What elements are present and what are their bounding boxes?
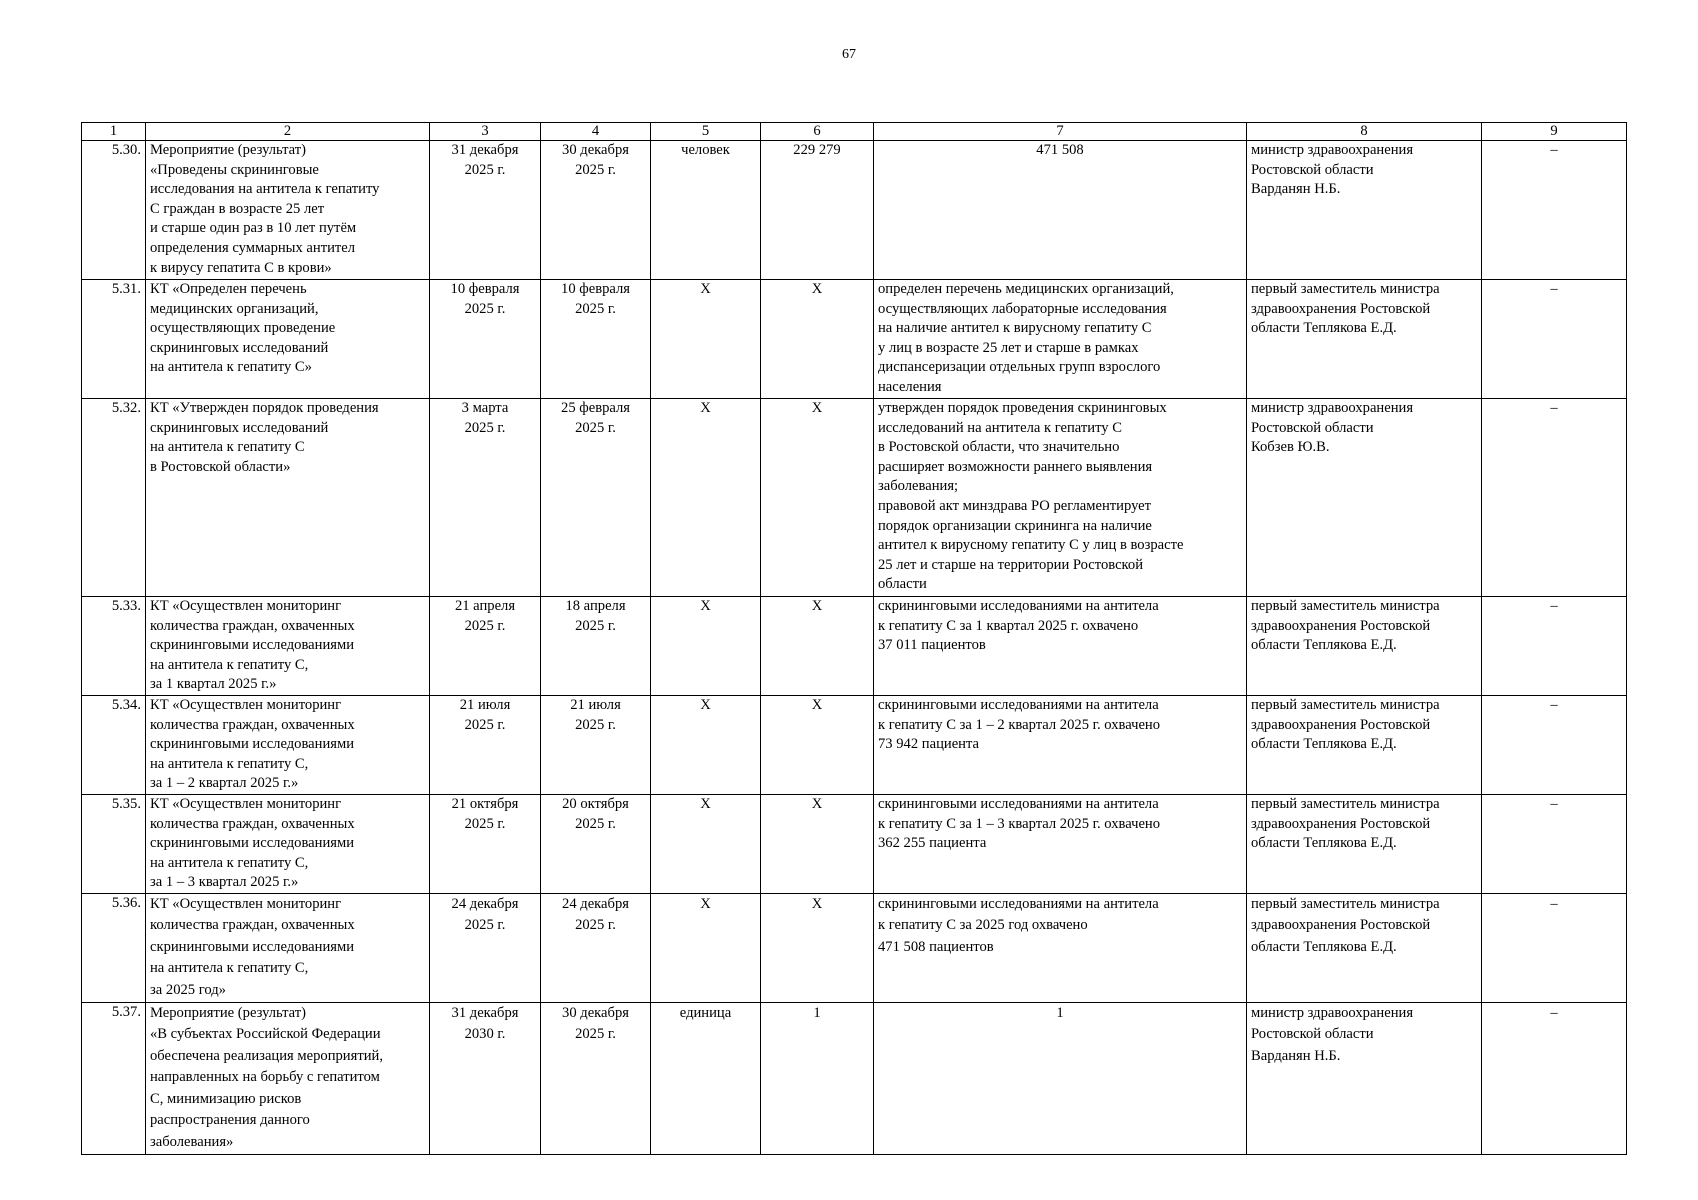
planned-value: X bbox=[761, 893, 874, 1002]
column-header-6: 6 bbox=[761, 123, 874, 141]
table-row bbox=[82, 893, 1627, 1002]
responsible-person: первый заместитель министра здравоохранения Ростовской области Теплякова Е.Д. bbox=[1247, 695, 1482, 794]
responsible-person: министр здравоохранения Ростовской области Кобзев Ю.В. bbox=[1247, 399, 1482, 597]
note: – bbox=[1482, 695, 1627, 794]
row-number: 5.32. bbox=[82, 399, 146, 597]
planned-value: 229 279 bbox=[761, 141, 874, 280]
actual-date: 30 декабря 2025 г. bbox=[541, 141, 651, 280]
table-row bbox=[82, 794, 1627, 893]
planned-date: 10 февраля 2025 г. bbox=[430, 280, 541, 399]
column-header-2: 2 bbox=[146, 123, 430, 141]
result-description: определен перечень медицинских организаций, осуществляющих лабораторные исследования на наличие антител к вирусному гепатиту С у лиц в возрасте 25 лет и старше в рамках диспансеризации отдельных групп взрослого населения bbox=[874, 280, 1247, 399]
event-name: Мероприятие (результат) «Проведены скрининговые исследования на антитела к гепатиту С граждан в возрасте 25 лет и старше один раз в 10 лет путём определения суммарных антител к вирусу гепатита С в крови» bbox=[146, 141, 430, 280]
note: – bbox=[1482, 280, 1627, 399]
result-description: скрининговыми исследованиями на антитела к гепатиту С за 1 – 3 квартал 2025 г. охвачено 362 255 пациента bbox=[874, 794, 1247, 893]
row-number: 5.34. bbox=[82, 695, 146, 794]
responsible-person: министр здравоохранения Ростовской области Варданян Н.Б. bbox=[1247, 1002, 1482, 1154]
column-header-7: 7 bbox=[874, 123, 1247, 141]
table-row bbox=[82, 1002, 1627, 1154]
actual-date: 24 декабря 2025 г. bbox=[541, 893, 651, 1002]
result-description: скрининговыми исследованиями на антитела к гепатиту С за 2025 год охвачено 471 508 пациентов bbox=[874, 893, 1247, 1002]
actual-date: 10 февраля 2025 г. bbox=[541, 280, 651, 399]
note: – bbox=[1482, 893, 1627, 1002]
result-description: 471 508 bbox=[874, 141, 1247, 280]
planned-date: 31 декабря 2030 г. bbox=[430, 1002, 541, 1154]
event-name: КТ «Осуществлен мониторинг количества граждан, охваченных скрининговыми исследованиями на антитела к гепатиту С, за 1 – 2 квартал 2025 г.» bbox=[146, 695, 430, 794]
row-number: 5.36. bbox=[82, 893, 146, 1002]
table-row bbox=[82, 280, 1627, 399]
table-row bbox=[82, 597, 1627, 696]
responsible-person: первый заместитель министра здравоохранения Ростовской области Теплякова Е.Д. bbox=[1247, 794, 1482, 893]
report-table bbox=[81, 122, 1627, 1155]
planned-value: X bbox=[761, 695, 874, 794]
column-header-9: 9 bbox=[1482, 123, 1627, 141]
note: – bbox=[1482, 794, 1627, 893]
actual-date: 18 апреля 2025 г. bbox=[541, 597, 651, 696]
unit: X bbox=[651, 794, 761, 893]
planned-value: X bbox=[761, 280, 874, 399]
result-description: скрининговыми исследованиями на антитела к гепатиту С за 1 квартал 2025 г. охвачено 37 011 пациентов bbox=[874, 597, 1247, 696]
page-number: 67 bbox=[842, 47, 856, 62]
note: – bbox=[1482, 597, 1627, 696]
actual-date: 20 октября 2025 г. bbox=[541, 794, 651, 893]
result-description: скрининговыми исследованиями на антитела к гепатиту С за 1 – 2 квартал 2025 г. охвачено 73 942 пациента bbox=[874, 695, 1247, 794]
row-number: 5.30. bbox=[82, 141, 146, 280]
unit: человек bbox=[651, 141, 761, 280]
unit: X bbox=[651, 893, 761, 1002]
responsible-person: первый заместитель министра здравоохранения Ростовской области Теплякова Е.Д. bbox=[1247, 280, 1482, 399]
column-header-4: 4 bbox=[541, 123, 651, 141]
unit: X bbox=[651, 597, 761, 696]
note: – bbox=[1482, 141, 1627, 280]
row-number: 5.37. bbox=[82, 1002, 146, 1154]
planned-value: X bbox=[761, 597, 874, 696]
table-row bbox=[82, 399, 1627, 597]
event-name: КТ «Осуществлен мониторинг количества граждан, охваченных скрининговыми исследованиями на антитела к гепатиту С, за 1 – 3 квартал 2025 г.» bbox=[146, 794, 430, 893]
note: – bbox=[1482, 1002, 1627, 1154]
note: – bbox=[1482, 399, 1627, 597]
row-number: 5.31. bbox=[82, 280, 146, 399]
responsible-person: первый заместитель министра здравоохранения Ростовской области Теплякова Е.Д. bbox=[1247, 597, 1482, 696]
actual-date: 25 февраля 2025 г. bbox=[541, 399, 651, 597]
event-name: КТ «Утвержден порядок проведения скрининговых исследований на антитела к гепатиту С в Ростовской области» bbox=[146, 399, 430, 597]
planned-value: X bbox=[761, 794, 874, 893]
event-name: КТ «Определен перечень медицинских организаций, осуществляющих проведение скрининговых исследований на антитела к гепатиту С» bbox=[146, 280, 430, 399]
responsible-person: первый заместитель министра здравоохранения Ростовской области Теплякова Е.Д. bbox=[1247, 893, 1482, 1002]
event-name: КТ «Осуществлен мониторинг количества граждан, охваченных скрининговыми исследованиями на антитела к гепатиту С, за 2025 год» bbox=[146, 893, 430, 1002]
result-description: 1 bbox=[874, 1002, 1247, 1154]
result-description: утвержден порядок проведения скрининговых исследований на антитела к гепатиту С в Ростовской области, что значительно расширяет возможности раннего выявления заболевания; правовой акт минздрава РО регламентирует порядок организации скрининга на наличие антител к вирусному гепатиту С у лиц в возрасте 25 лет и старше на территории Ростовской области bbox=[874, 399, 1247, 597]
planned-date: 24 декабря 2025 г. bbox=[430, 893, 541, 1002]
column-header-8: 8 bbox=[1247, 123, 1482, 141]
planned-date: 21 апреля 2025 г. bbox=[430, 597, 541, 696]
planned-date: 3 марта 2025 г. bbox=[430, 399, 541, 597]
row-number: 5.33. bbox=[82, 597, 146, 696]
actual-date: 30 декабря 2025 г. bbox=[541, 1002, 651, 1154]
planned-date: 21 октября 2025 г. bbox=[430, 794, 541, 893]
table-row bbox=[82, 695, 1627, 794]
event-name: Мероприятие (результат) «В субъектах Российской Федерации обеспечена реализация мероприятий, направленных на борьбу с гепатитом С, минимизацию рисков распространения данного заболевания» bbox=[146, 1002, 430, 1154]
responsible-person: министр здравоохранения Ростовской области Варданян Н.Б. bbox=[1247, 141, 1482, 280]
unit: X bbox=[651, 399, 761, 597]
header-row bbox=[82, 123, 1627, 141]
table-row bbox=[82, 141, 1627, 280]
unit: X bbox=[651, 280, 761, 399]
planned-value: X bbox=[761, 399, 874, 597]
column-header-1: 1 bbox=[82, 123, 146, 141]
event-name: КТ «Осуществлен мониторинг количества граждан, охваченных скрининговыми исследованиями на антитела к гепатиту С, за 1 квартал 2025 г.» bbox=[146, 597, 430, 696]
planned-value: 1 bbox=[761, 1002, 874, 1154]
actual-date: 21 июля 2025 г. bbox=[541, 695, 651, 794]
column-header-3: 3 bbox=[430, 123, 541, 141]
planned-date: 31 декабря 2025 г. bbox=[430, 141, 541, 280]
unit: единица bbox=[651, 1002, 761, 1154]
column-header-5: 5 bbox=[651, 123, 761, 141]
row-number: 5.35. bbox=[82, 794, 146, 893]
unit: X bbox=[651, 695, 761, 794]
planned-date: 21 июля 2025 г. bbox=[430, 695, 541, 794]
